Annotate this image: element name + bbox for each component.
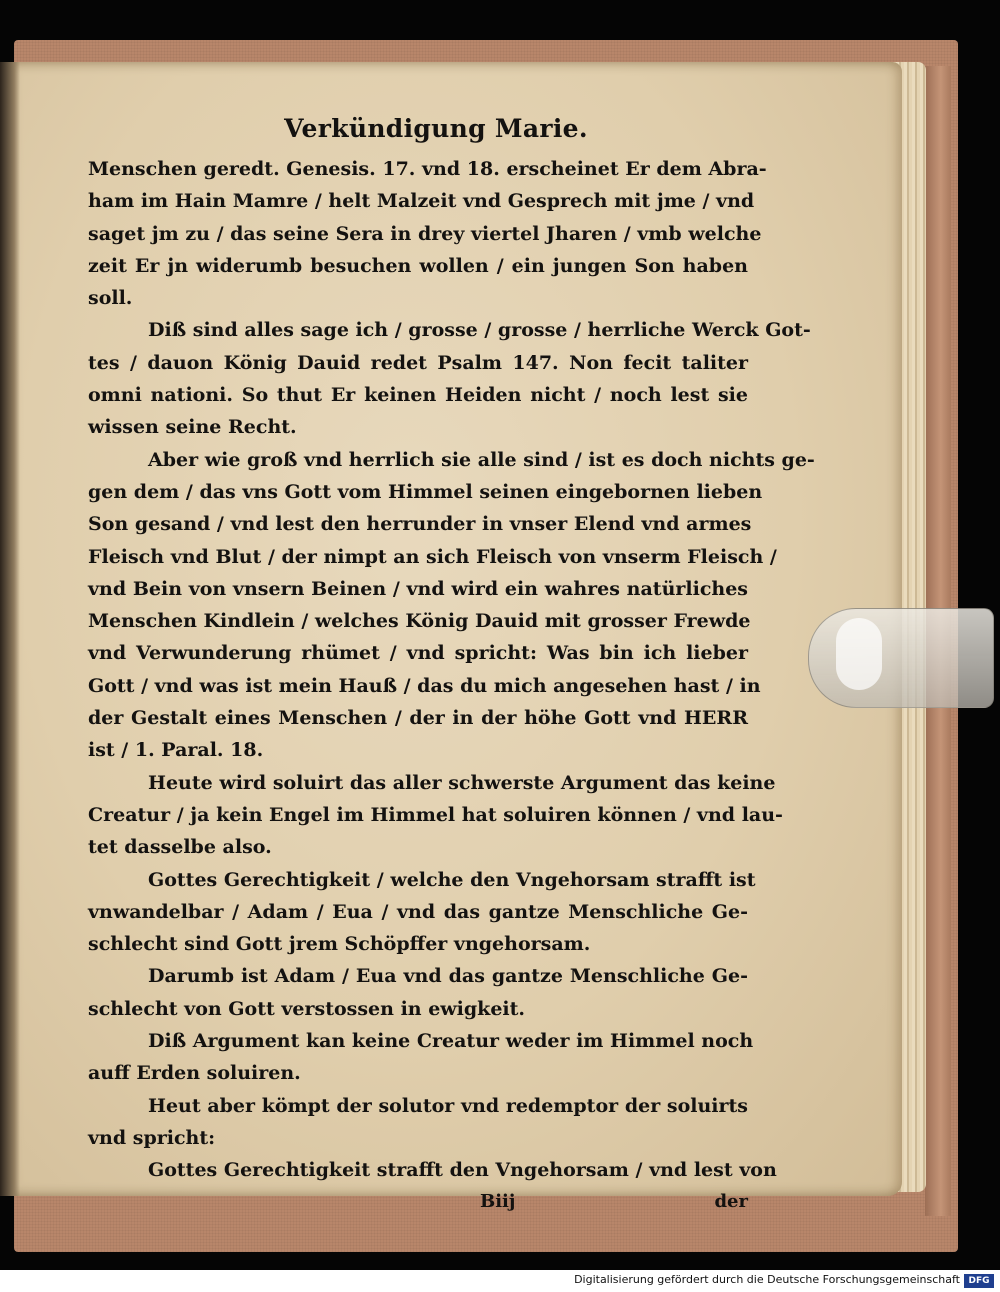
- text-line: Diß sind alles sage ich / grosse / grosse / herrliche Werck Got-: [148, 319, 811, 342]
- text-line: Son gesand / vnd lest den herrunder in vnser Elend vnd armes: [88, 513, 752, 536]
- text-line: Menschen geredt. Genesis. 17. vnd 18. erscheinet Er dem Abra-: [88, 158, 767, 180]
- text-line: tes / dauon König Dauid redet Psalm 147. Non fecit taliter: [88, 351, 748, 374]
- text-line: vnwandelbar / Adam / Eua / vnd das gantze Menschliche Ge-: [88, 900, 748, 923]
- credit-bar: [0, 1270, 1000, 1292]
- text-line: auff Erden soluiren.: [88, 1062, 301, 1085]
- dfg-logo: DFG: [964, 1274, 994, 1288]
- text-line: Gottes Gerechtigkeit / welche den Vngehorsam strafft ist: [148, 868, 756, 891]
- text-line: Menschen Kindlein / welches König Dauid mit grosser Frewde: [88, 610, 751, 633]
- text-line: Aber wie groß vnd herrlich sie alle sind / ist es doch nichts ge-: [148, 448, 815, 471]
- text-line: vnd Verwunderung rhümet / vnd spricht: Was bin ich lieber: [88, 642, 748, 665]
- text-line: vnd spricht:: [88, 1126, 216, 1149]
- clip-highlight: [836, 618, 882, 690]
- text-line: Diß Argument kan keine Creatur weder im Himmel noch: [148, 1030, 754, 1053]
- text-line: der Gestalt eines Menschen / der in der höhe Gott vnd HERR: [88, 707, 748, 730]
- funding-credit: Digitalisierung gefördert durch die Deutsche Forschungsgemeinschaft: [574, 1273, 960, 1286]
- text-line: Fleisch vnd Blut / der nimpt an sich Fleisch von vnserm Fleisch /: [88, 545, 777, 568]
- text-line: Heute wird soluirt das aller schwerste Argument das keine: [148, 771, 776, 794]
- text-line: schlecht sind Gott jrem Schöpffer vngehorsam.: [88, 933, 591, 956]
- text-line: gen dem / das vns Gott vom Himmel seinen eingebornen lieben: [88, 480, 763, 503]
- text-line: Creatur / ja kein Engel im Himmel hat soluiren können / vnd lau-: [88, 803, 783, 826]
- binding-gutter: [0, 62, 20, 1196]
- text-line: ist / 1. Paral. 18.: [88, 739, 264, 762]
- page-footer: [88, 1187, 748, 1217]
- text-line: vnd Bein von vnsern Beinen / vnd wird ein wahres natürliches: [88, 577, 748, 600]
- text-line: ham im Hain Mamre / helt Malzeit vnd Gesprech mit jme / vnd: [88, 190, 755, 213]
- text-line: Gottes Gerechtigkeit strafft den Vngehorsam / vnd lest von: [148, 1159, 777, 1182]
- text-line: zeit Er jn widerumb besuchen wollen / ein jungen Son haben: [88, 254, 748, 277]
- running-head: Verkündigung Marie.: [284, 114, 588, 143]
- text-line: omni nationi. So thut Er keinen Heiden nicht / noch lest sie: [88, 384, 748, 407]
- catchword: der: [714, 1190, 748, 1212]
- text-line: tet dasselbe also.: [88, 836, 272, 859]
- signature-mark: Biij: [480, 1190, 516, 1212]
- text-line: saget jm zu / das seine Sera in drey viertel Jharen / vmb welche: [88, 222, 762, 245]
- text-line: Heut aber kömpt der solutor vnd redemptor der soluirts: [148, 1094, 748, 1117]
- text-line: schlecht von Gott verstossen in ewigkeit.: [88, 997, 526, 1020]
- text-line: soll.: [88, 287, 133, 310]
- page-text: [88, 105, 815, 1217]
- text-line: Darumb ist Adam / Eua vnd das gantze Menschliche Ge-: [148, 965, 748, 988]
- text-line: wissen seine Recht.: [88, 416, 297, 439]
- text-line: Gott / vnd was ist mein Hauß / das du mich angesehen hast / in: [88, 674, 761, 697]
